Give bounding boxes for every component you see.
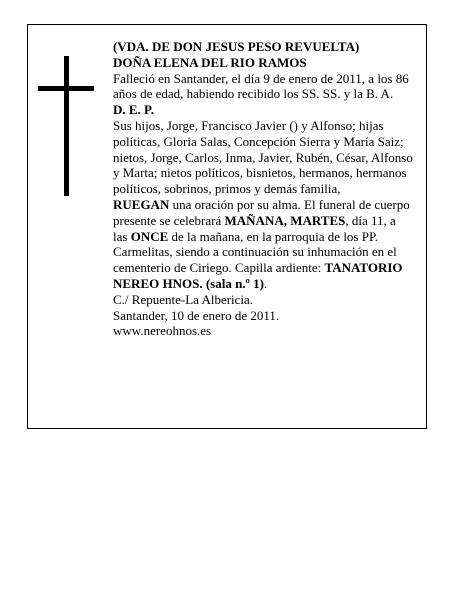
- funeral-home-name: TANATORIO NEREO HNOS. (sala n.º 1): [113, 260, 403, 291]
- date-text: , día 11, a las: [113, 212, 396, 244]
- cross-vertical-bar: [64, 56, 69, 196]
- dep-line: D. E. P.: [113, 102, 155, 118]
- heading-deceased-name: DOÑA ELENA DEL RIO RAMOS: [113, 54, 307, 70]
- period-mark: .: [263, 275, 268, 291]
- ruegan-word: RUEGAN: [113, 196, 170, 212]
- family-list: Sus hijos, Jorge, Francisco Javier () y Alfonso; hijas políticas, Gloria Salas, Concepción Sierra y María Saiz; nietos, Jorge, Carlos, Inma, Javier, Rubén, César, Alfonso y Marta; nietos políticos, bisnietos, hermanos, hermanos políticos, sobrinos, primos y demás familia,: [113, 117, 413, 197]
- death-announcement: Falleció en Santander, el día 9 de enero de 2011, a los 86 años de edad, habiendo recibido los SS. SS. y la B. A.: [113, 70, 409, 102]
- funeral-home-address: C./ Repuente-La Albericia.: [113, 291, 254, 307]
- notice-text: [113, 39, 413, 339]
- day-announcement: MAÑANA, MARTES: [224, 212, 346, 228]
- cross-icon: [38, 56, 94, 196]
- heading-widow-of: (VDA. DE DON JESUS PESO REVUELTA): [113, 39, 360, 54]
- ruegan-text: una oración por su alma. El funeral de cuerpo presente se celebrará: [113, 196, 410, 228]
- place-date-line: Santander, 10 de enero de 2011.: [113, 307, 280, 323]
- church-text: de la mañana, en la parroquia de los PP. Carmelitas, siendo a continuación su inhumación en el cementerio de Ciriego. Capilla ardiente:: [113, 228, 397, 276]
- cross-horizontal-bar: [38, 86, 94, 91]
- website-link[interactable]: www.nereohnos.es: [113, 323, 212, 339]
- family-paragraph: [113, 118, 413, 292]
- hour-announcement: ONCE: [130, 228, 169, 244]
